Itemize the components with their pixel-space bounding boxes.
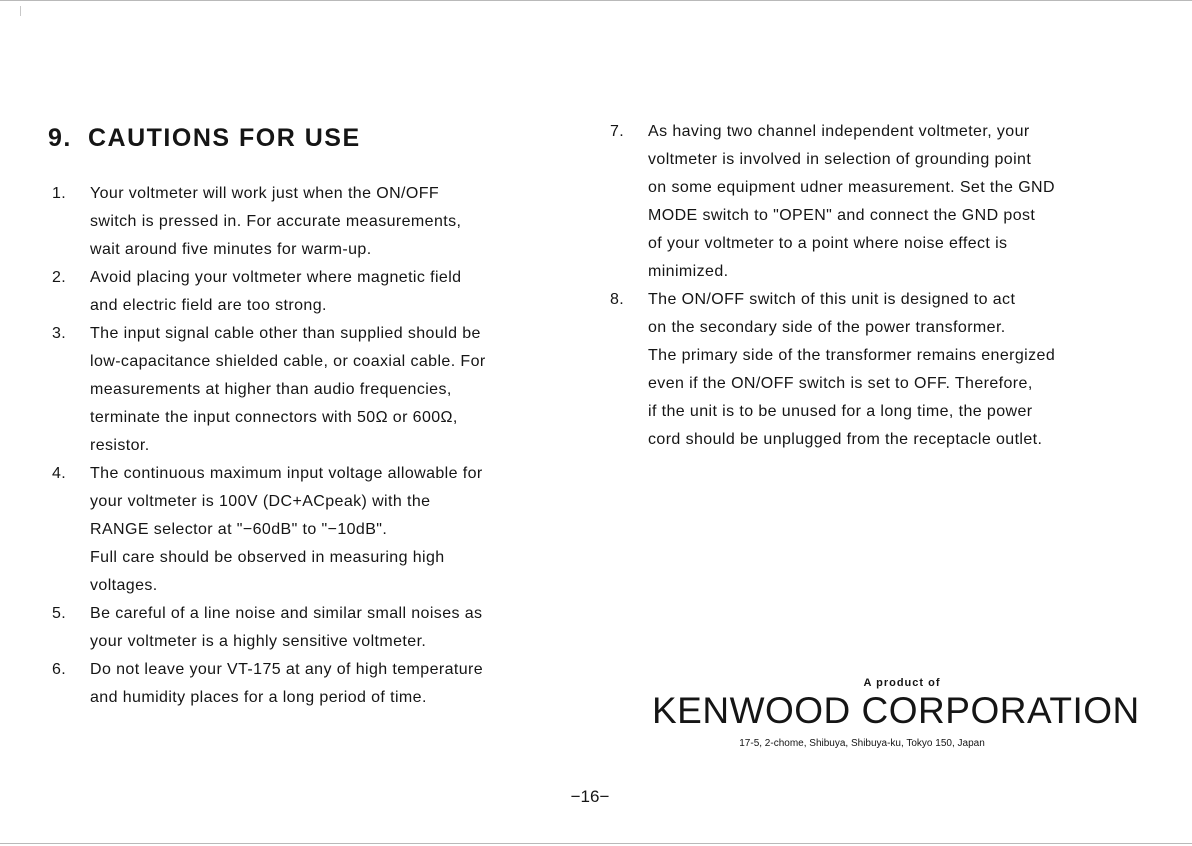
- caution-item: [610, 286, 1145, 454]
- caution-text-line: Be careful of a line noise and similar small noises as: [90, 605, 483, 622]
- caution-item: [48, 264, 568, 320]
- caution-number: 1.: [52, 185, 67, 202]
- caution-text-line: resistor.: [90, 437, 150, 454]
- right-column: [610, 118, 1145, 454]
- caution-text-line: As having two channel independent voltmeter, your: [648, 123, 1030, 140]
- caution-number: 6.: [52, 661, 67, 678]
- caution-item: [48, 600, 568, 656]
- caution-text-line: Do not leave your VT-175 at any of high temperature: [90, 661, 484, 678]
- caution-text-line: Your voltmeter will work just when the ON/OFF: [90, 185, 440, 202]
- caution-text-line: The input signal cable other than supplied should be: [90, 325, 481, 342]
- section-number: 9.: [48, 124, 72, 152]
- caution-item: [48, 656, 568, 712]
- caution-text-line: your voltmeter is a highly sensitive voltmeter.: [90, 633, 427, 650]
- caution-text-line: wait around five minutes for warm-up.: [90, 241, 372, 258]
- page-edge-bottom: [0, 843, 1192, 844]
- caution-text-line: on some equipment udner measurement. Set the GND: [648, 179, 1055, 196]
- caution-number: 4.: [52, 465, 67, 482]
- caution-item: [48, 320, 568, 460]
- caution-text-line: terminate the input connectors with 50Ω or 600Ω,: [90, 409, 458, 426]
- caution-text-line: measurements at higher than audio frequencies,: [90, 381, 452, 398]
- caution-number: 8.: [610, 291, 625, 308]
- caution-text-line: The ON/OFF switch of this unit is designed to act: [648, 291, 1016, 308]
- section-title: CAUTIONS FOR USE: [88, 124, 361, 152]
- caution-text-line: RANGE selector at "−60dB" to "−10dB".: [90, 521, 388, 538]
- section-heading: [48, 124, 361, 153]
- caution-number: 7.: [610, 123, 625, 140]
- caution-number: 5.: [52, 605, 67, 622]
- caution-text-line: of your voltmeter to a point where noise effect is: [648, 235, 1008, 252]
- brand-tagline: A product of: [863, 677, 941, 689]
- caution-text-line: MODE switch to "OPEN" and connect the GND post: [648, 207, 1036, 224]
- caution-text-line: Full care should be observed in measuring high: [90, 549, 445, 566]
- caution-text-line: The continuous maximum input voltage allowable for: [90, 465, 483, 482]
- page-edge-top: [0, 0, 1192, 1]
- caution-number: 2.: [52, 269, 67, 286]
- left-column: [48, 180, 568, 712]
- caution-text-line: your voltmeter is 100V (DC+ACpeak) with the: [90, 493, 431, 510]
- caution-text-line: The primary side of the transformer remains energized: [648, 347, 1056, 364]
- caution-text-line: Avoid placing your voltmeter where magnetic field: [90, 269, 462, 286]
- caution-text-line: switch is pressed in. For accurate measurements,: [90, 213, 462, 230]
- company-address: 17-5, 2-chome, Shibuya, Shibuya-ku, Tokyo 150, Japan: [739, 738, 985, 749]
- page-number: −16−: [570, 787, 610, 806]
- caution-number: 3.: [52, 325, 67, 342]
- caution-text-line: if the unit is to be unused for a long time, the power: [648, 403, 1033, 420]
- caution-text-line: and humidity places for a long period of time.: [90, 689, 427, 706]
- caution-item: [48, 460, 568, 600]
- company-name: KENWOOD CORPORATION: [652, 690, 1140, 731]
- page-edge-mark: [20, 6, 21, 16]
- caution-text-line: voltages.: [90, 577, 158, 594]
- brand-block: [652, 676, 1140, 752]
- caution-text-line: even if the ON/OFF switch is set to OFF. Therefore,: [648, 375, 1033, 392]
- caution-text-line: and electric field are too strong.: [90, 297, 327, 314]
- caution-text-line: cord should be unplugged from the receptacle outlet.: [648, 431, 1043, 448]
- caution-text-line: voltmeter is involved in selection of grounding point: [648, 151, 1032, 168]
- caution-text-line: minimized.: [648, 263, 729, 280]
- caution-item: [610, 118, 1145, 286]
- caution-text-line: low-capacitance shielded cable, or coaxial cable. For: [90, 353, 486, 370]
- caution-item: [48, 180, 568, 264]
- caution-text-line: on the secondary side of the power transformer.: [648, 319, 1006, 336]
